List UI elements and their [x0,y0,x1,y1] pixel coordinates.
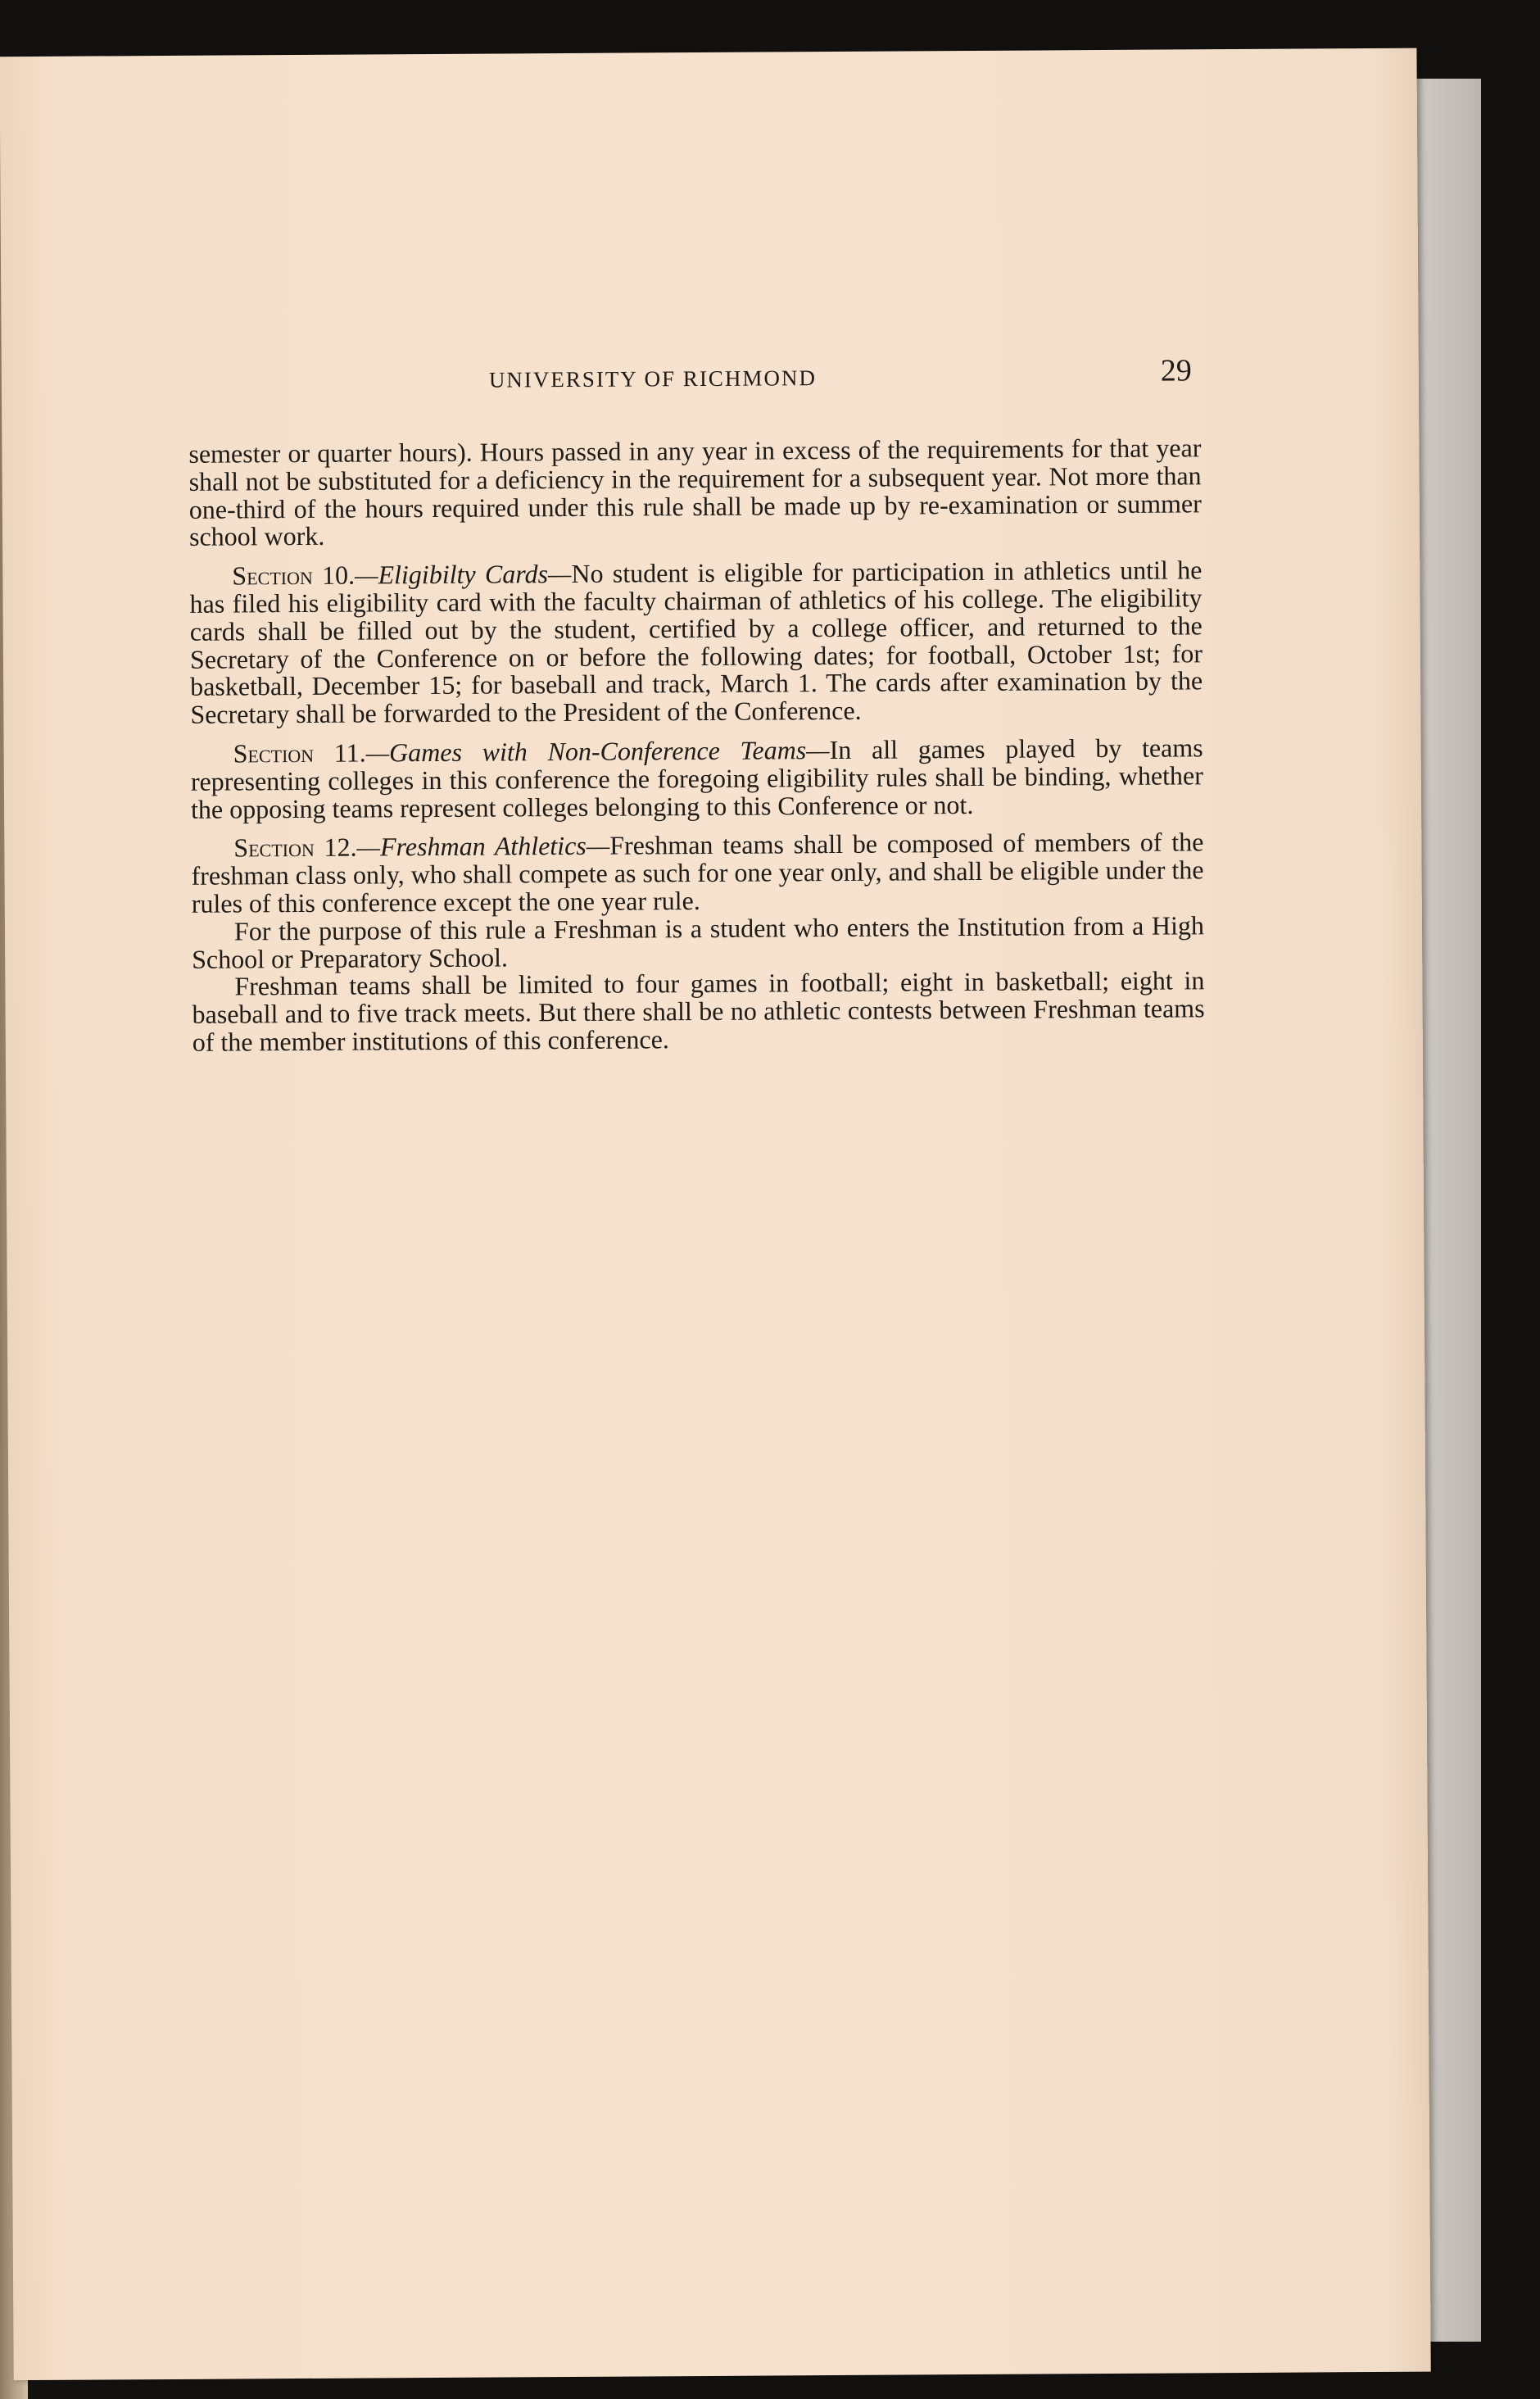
section-11-label: Section 11. [233,737,366,769]
section-11-title: —Games with Non-Conference Teams— [365,735,830,768]
paragraph-continuation: semester or quarter hours). Hours passed in any year in excess of the requirements for that year shall not be substituted for a deficiency in the requirement for a subsequent year. Not more than one-third of the hours required under this rule shall be made up by re-examination or summer school work. [188,433,1202,552]
section-11 [191,734,1204,823]
running-head: UNIVERSITY OF RICHMOND [488,365,817,392]
section-10-label: Section 10. [232,560,356,591]
section-12-title: —Freshman Athletics— [356,831,610,862]
page-number: 29 [1160,353,1192,388]
section-10 [189,556,1203,728]
section-10-text: No student is eligible for participation in athletics until he has filed his eligibility card with the faculty chairman of athletics of his college. The eligibility cards shall be filled out by the student, certified by a college officer, and returned to the Secretary of the Conference on or before the following dates; for football, October 1st; for basketball, December 15; for baseball and track, March 1. The cards after examination by the Secretary shall be forwarded to the President of the Conference. [189,555,1203,729]
section-10-title: —Eligibilty Cards— [354,559,572,590]
paragraph-freshman-definition: For the purpose of this rule a Freshman is a student who enters the Institution from a High School or Preparatory School. [192,910,1205,974]
section-12 [191,829,1204,918]
section-12-text: Freshman teams shall be composed of members of the freshman class only, who shall compete as such for one year only, and shall be eligible under the rules of this conference except the one year rule. [191,827,1204,918]
paragraph-freshman-limits: Freshman teams shall be limited to four games in football; eight in basketball; eight in baseball and to five track meets. But there shall be no athletic contests between Freshman teams of the member institutions of this conference. [192,965,1205,1057]
section-12-label: Section 12. [233,832,357,863]
body-text [188,434,1205,1056]
book-page [0,48,1431,2381]
section-11-text: In all games played by teams representing colleges in this conference the foregoing eligibility rules shall be binding, whether the opposing teams represent colleges belonging to this Conference or not. [190,732,1203,824]
